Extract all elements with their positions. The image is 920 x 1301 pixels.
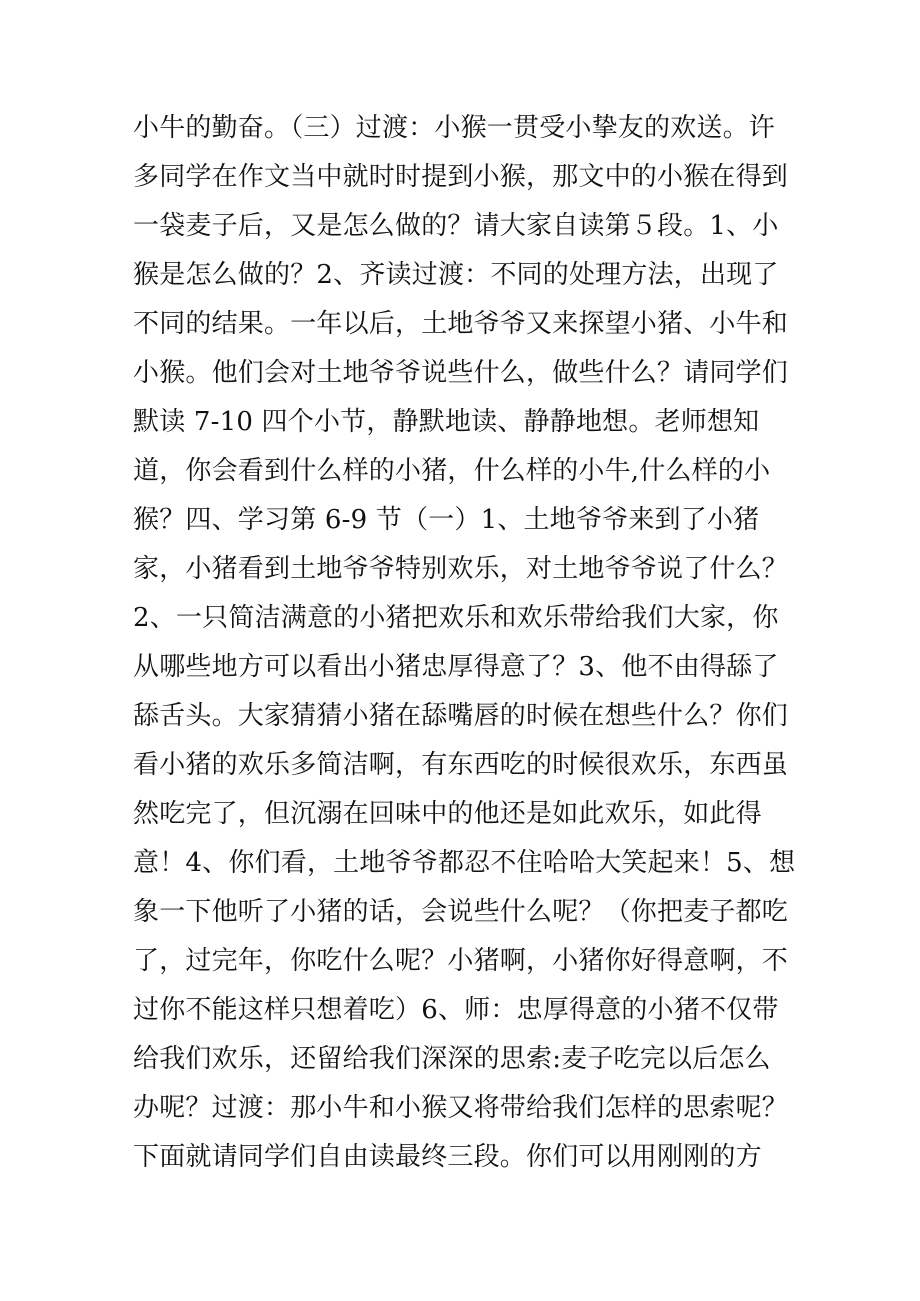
text-line-3: 一袋麦子后，又是怎么做的？请大家自读第５段。1、小 — [133, 211, 779, 241]
text-line-7: 默读 7-10 四个小节，静默地读、静静地想。老师想知 — [133, 407, 760, 437]
text-line-10: 家，小猪看到土地爷爷特别欢乐，对土地爷爷说了什么？ — [133, 554, 789, 584]
text-line-8: 道，你会看到什么样的小猪，什么样的小牛,什么样的小 — [133, 456, 771, 486]
text-line-5: 不同的结果。一年以后，土地爷爷又来探望小猪、小牛和 — [133, 309, 789, 339]
text-line-17: 象一下他听了小猪的话，会说些什么呢？（你把麦子都吃 — [133, 897, 789, 927]
text-line-20: 给我们欢乐，还留给我们深深的思索:麦子吃完以后怎么 — [133, 1044, 771, 1074]
text-line-11: 2、一只简洁满意的小猪把欢乐和欢乐带给我们大家，你 — [133, 603, 779, 633]
text-line-16: 意！4、你们看，土地爷爷都忍不住哈哈大笑起来！5、想 — [133, 848, 796, 878]
text-line-19: 过你不能这样只想着吃）6、师：忠厚得意的小猪不仅带 — [133, 995, 779, 1025]
text-line-15: 然吃完了，但沉溺在回味中的他还是如此欢乐，如此得 — [133, 799, 762, 829]
text-line-18: 了，过完年，你吃什么呢？小猪啊，小猪你好得意啊，不 — [133, 946, 789, 976]
text-line-21: 办呢？过渡：那小牛和小猴又将带给我们怎样的思索呢？ — [133, 1093, 789, 1123]
text-line-1: 小牛的勤奋。（三）过渡：小猴一贯受小挚友的欢送。许 — [133, 113, 776, 143]
text-line-13: 舔舌头。大家猜猜小猪在舔嘴唇的时候在想些什么？你们 — [133, 701, 789, 731]
text-line-22: 下面就请同学们自由读最终三段。你们可以用刚刚的方 — [133, 1142, 762, 1172]
text-line-14: 看小猪的欢乐多简洁啊，有东西吃的时候很欢乐，东西虽 — [133, 750, 789, 780]
body-text — [133, 104, 796, 1182]
text-line-4: 猴是怎么做的？2、齐读过渡：不同的处理方法，出现了 — [133, 260, 779, 290]
text-line-6: 小猴。他们会对土地爷爷说些什么，做些什么？请同学们 — [133, 358, 789, 388]
text-line-2: 多同学在作文当中就时时提到小猴，那文中的小猴在得到 — [133, 162, 789, 192]
text-line-9: 猴？四、学习第 6-9 节（一）1、土地爷爷来到了小猪 — [133, 505, 760, 535]
text-line-12: 从哪些地方可以看出小猪忠厚得意了？3、他不由得舔了 — [133, 652, 779, 682]
